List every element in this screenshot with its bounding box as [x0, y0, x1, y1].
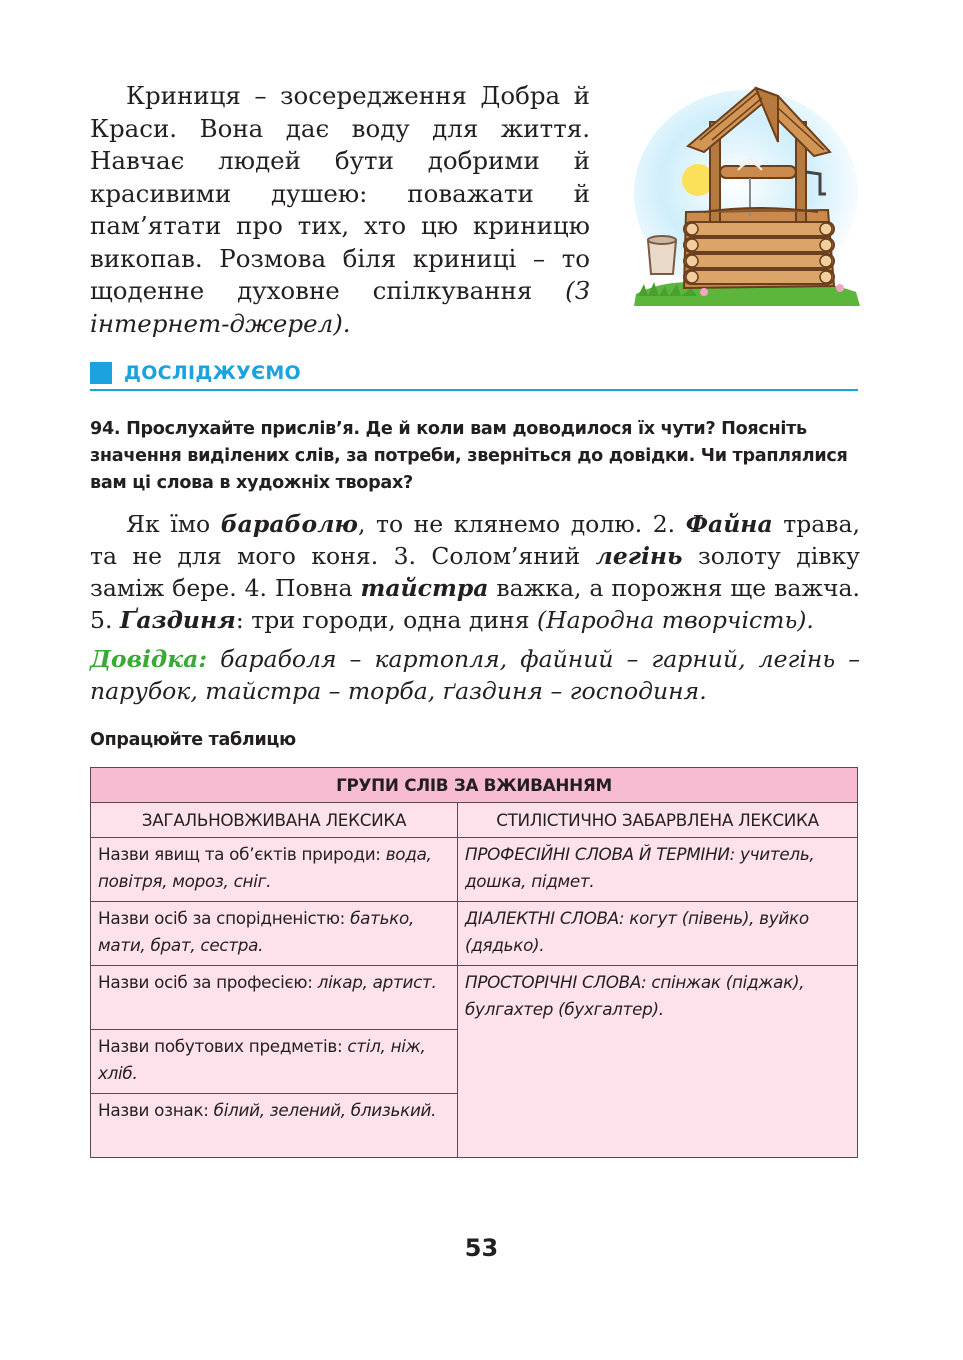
intro-text: Криниця – зосередження Добра й Краси. Вона дає воду для життя. Навчає людей бути добрими й красивими душею: поважати й пам’ятати про тих, хто цю криницю викопав. Розмова біля криниці – то щоденне духовне спілкування: [90, 81, 590, 305]
section-square-icon: [90, 362, 112, 384]
cell-examples: лікар, артист.: [317, 972, 437, 992]
highlight-word: Файна: [685, 510, 773, 538]
cell-label: Назви ознак:: [98, 1100, 209, 1120]
proverb-text: важка, а порожня ще важча. 5.: [90, 574, 860, 634]
table-cell: [91, 902, 458, 966]
word-groups-table: [90, 767, 858, 1158]
table-cell: ПРОФЕСІЙНІ СЛОВА Й ТЕРМІНИ: учитель, дошка, підмет.: [458, 838, 858, 902]
task-94: 94. Прослухайте прислів’я. Де й коли вам доводилося їх чути? Поясніть значення виділених слів, за потреби, зверніться до довідки. Чи траплялися вам ці слова в художніх творах?: [90, 419, 848, 493]
intro-source: (З інтернет-джерел).: [90, 276, 590, 338]
cell-label: Назви осіб за спорідненістю:: [98, 908, 346, 928]
cell-examples: батько, мати, брат, сестра.: [98, 908, 415, 955]
proverbs-source: (Народна творчість).: [537, 606, 814, 634]
help-note: [90, 643, 860, 707]
table-cell: [91, 838, 458, 902]
proverb-text: золоту дівку заміж бере. 4. Повна: [90, 542, 861, 602]
section-title: ДОСЛІДЖУЄМО: [124, 362, 301, 384]
work-title: Опрацюйте таблицю: [90, 730, 296, 750]
help-label: Довідка:: [90, 645, 208, 673]
cell-label: Назви осіб за професією:: [98, 972, 313, 992]
highlight-word: тайстра: [360, 574, 489, 602]
section-divider: [90, 389, 858, 391]
table-cell: ПРОСТОРІЧНІ СЛОВА: спінжак (піджак), булгахтер (бухгалтер).: [458, 966, 858, 1158]
help-text: бараболя – картопля, файний – гарний, легінь – парубок, тайстра – торба, ґаздиня – господиня.: [90, 645, 860, 705]
table-cell: ДІАЛЕКТНІ СЛОВА: когут (півень), вуйко (дядько).: [458, 902, 858, 966]
table-cell: [91, 1094, 458, 1158]
cell-examples: стіл, ніж, хліб.: [98, 1036, 426, 1083]
cell-label: Назви побутових предметів:: [98, 1036, 343, 1056]
col-right-header: СТИЛІСТИЧНО ЗАБАРВЛЕНА ЛЕКСИКА: [458, 803, 858, 838]
section-header: [90, 360, 860, 386]
proverb-text: Як їмо: [126, 510, 221, 538]
cell-examples: білий, зелений, близький.: [213, 1100, 437, 1120]
table-cell: [91, 966, 458, 1030]
page-number: 53: [464, 1234, 499, 1262]
table-wrapper: [90, 767, 858, 1158]
proverbs-paragraph: [90, 508, 860, 636]
highlight-word: Ґаздиня: [119, 606, 236, 634]
table-cell: [91, 1030, 458, 1094]
cell-examples: вода, повітря, мороз, сніг.: [98, 844, 432, 891]
col-left-header: ЗАГАЛЬНОВЖИВАНА ЛЕКСИКА: [91, 803, 458, 838]
highlight-word: легінь: [595, 542, 683, 570]
cell-label: Назви явищ та об’єктів природи:: [98, 844, 381, 864]
proverb-text: , то не клянемо долю. 2.: [357, 510, 686, 538]
well-illustration: [628, 82, 864, 318]
intro-paragraph: [90, 80, 590, 340]
proverb-text: : три городи, одна диня: [235, 606, 537, 634]
table-header: ГРУПИ СЛІВ ЗА ВЖИВАННЯМ: [91, 768, 858, 803]
highlight-word: бараболю: [220, 510, 358, 538]
proverb-text: трава, та не для мого коня. 3. Солом’яний: [90, 510, 860, 570]
